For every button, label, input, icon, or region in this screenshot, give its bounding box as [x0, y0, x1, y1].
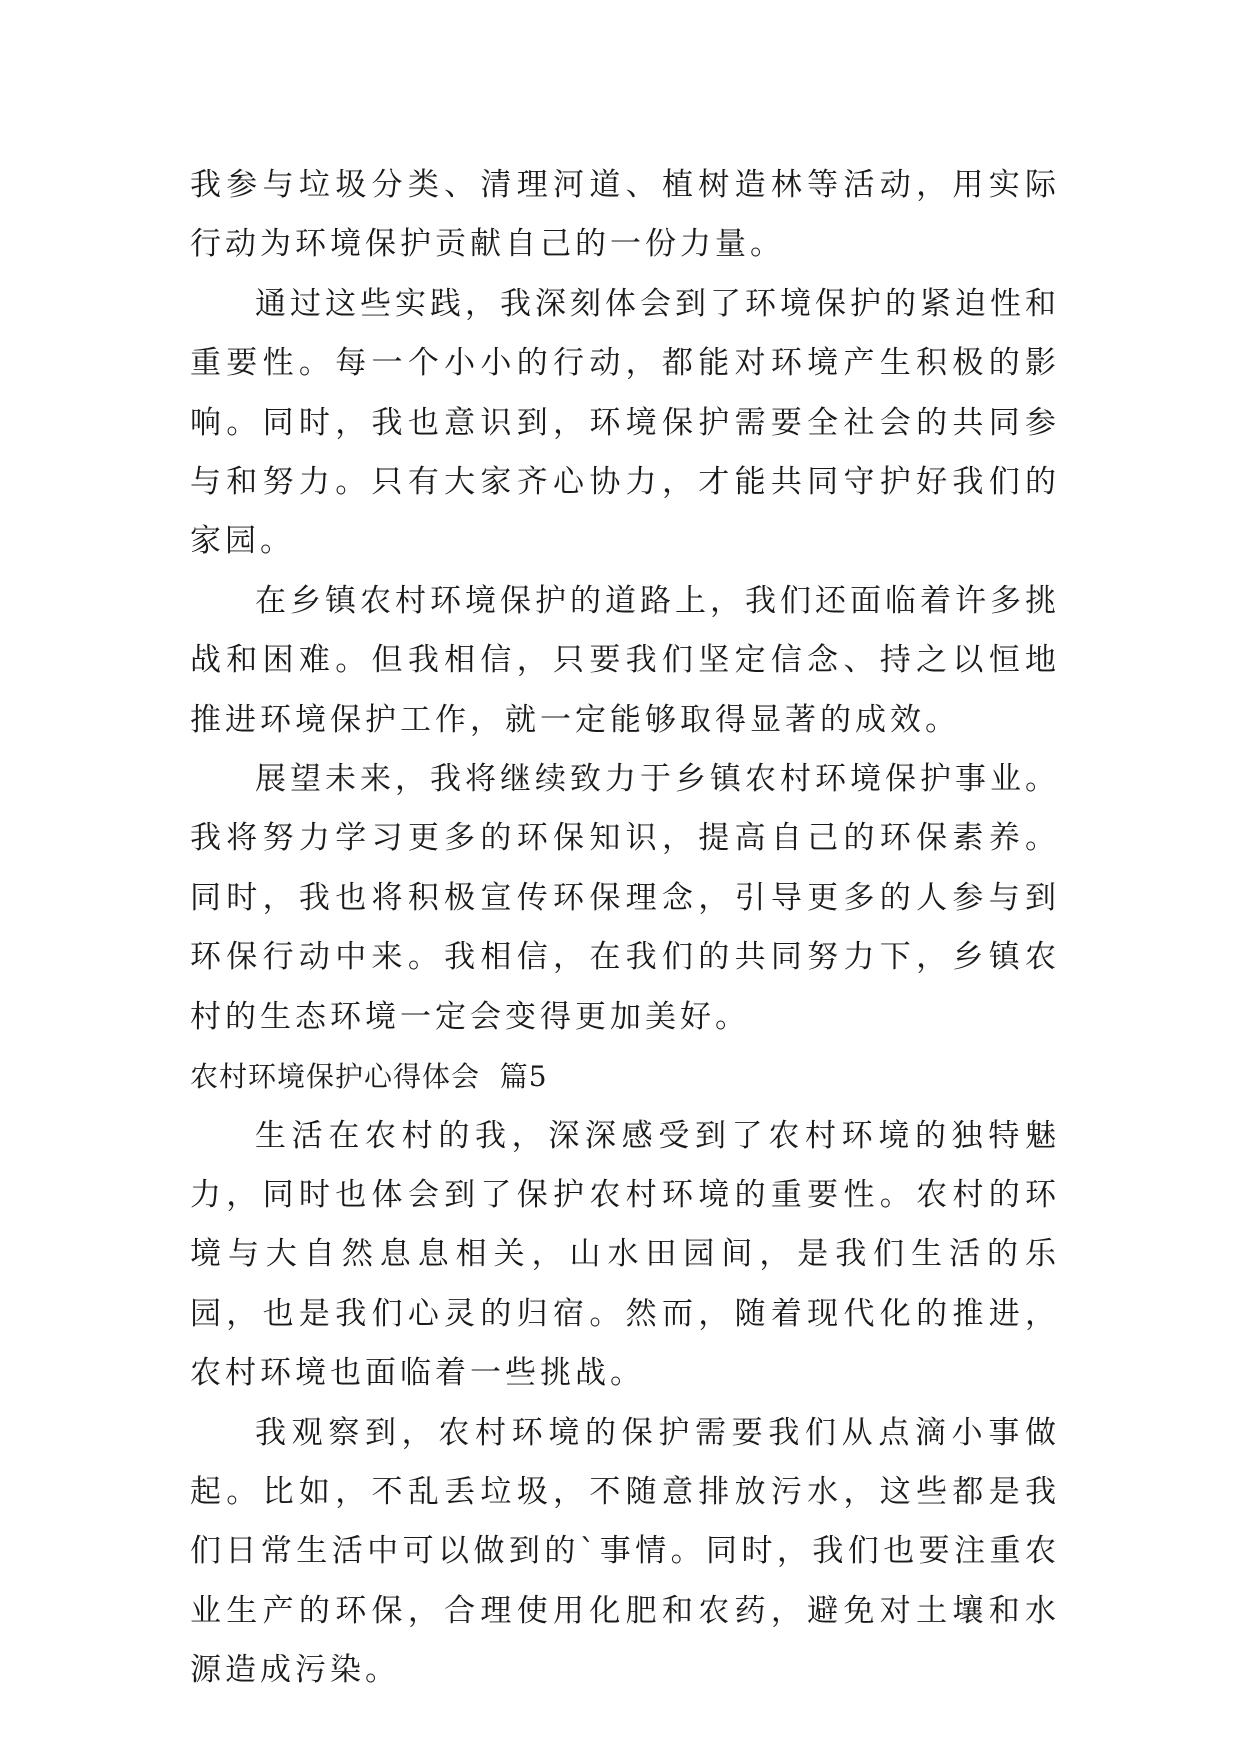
- document-page: [190, 156, 1060, 1701]
- section-heading: 农村环境保护心得体会 篇5: [190, 1060, 548, 1094]
- paragraph-6: 我观察到，农村环境的保护需要我们从点滴小事做起。比如，不乱丢垃圾，不随意排放污水，这些都是我们日常生活中可以做到的`事情。同时，我们也要注重农业生产的环保，合理使用化肥和农药，避免对土壤和水源造成污染。: [190, 1414, 1060, 1689]
- paragraph-1: 我参与垃圾分类、清理河道、植树造林等活动，用实际行动为环境保护贡献自己的一份力量。: [190, 167, 1060, 263]
- paragraph-3: 在乡镇农村环境保护的道路上，我们还面临着许多挑战和困难。但我相信，只要我们坚定信念、持之以恒地推进环境保护工作，就一定能够取得显著的成效。: [190, 582, 1060, 738]
- paragraph-2: 通过这些实践，我深刻体会到了环境保护的紧迫性和重要性。每一个小小的行动，都能对环境产生积极的影响。同时，我也意识到，环境保护需要全社会的共同参与和努力。只有大家齐心协力，才能共同守护好我们的家园。: [190, 285, 1060, 560]
- paragraph-5: 生活在农村的我，深深感受到了农村环境的独特魅力，同时也体会到了保护农村环境的重要性。农村的环境与大自然息息相关，山水田园间，是我们生活的乐园，也是我们心灵的归宿。然而，随着现代化的推进，农村环境也面临着一些挑战。: [190, 1117, 1060, 1392]
- paragraph-4: 展望未来，我将继续致力于乡镇农村环境保护事业。我将努力学习更多的环保知识，提高自己的环保素养。同时，我也将积极宣传环保理念，引导更多的人参与到环保行动中来。我相信，在我们的共同努力下，乡镇农村的生态环境一定会变得更加美好。: [190, 761, 1060, 1035]
